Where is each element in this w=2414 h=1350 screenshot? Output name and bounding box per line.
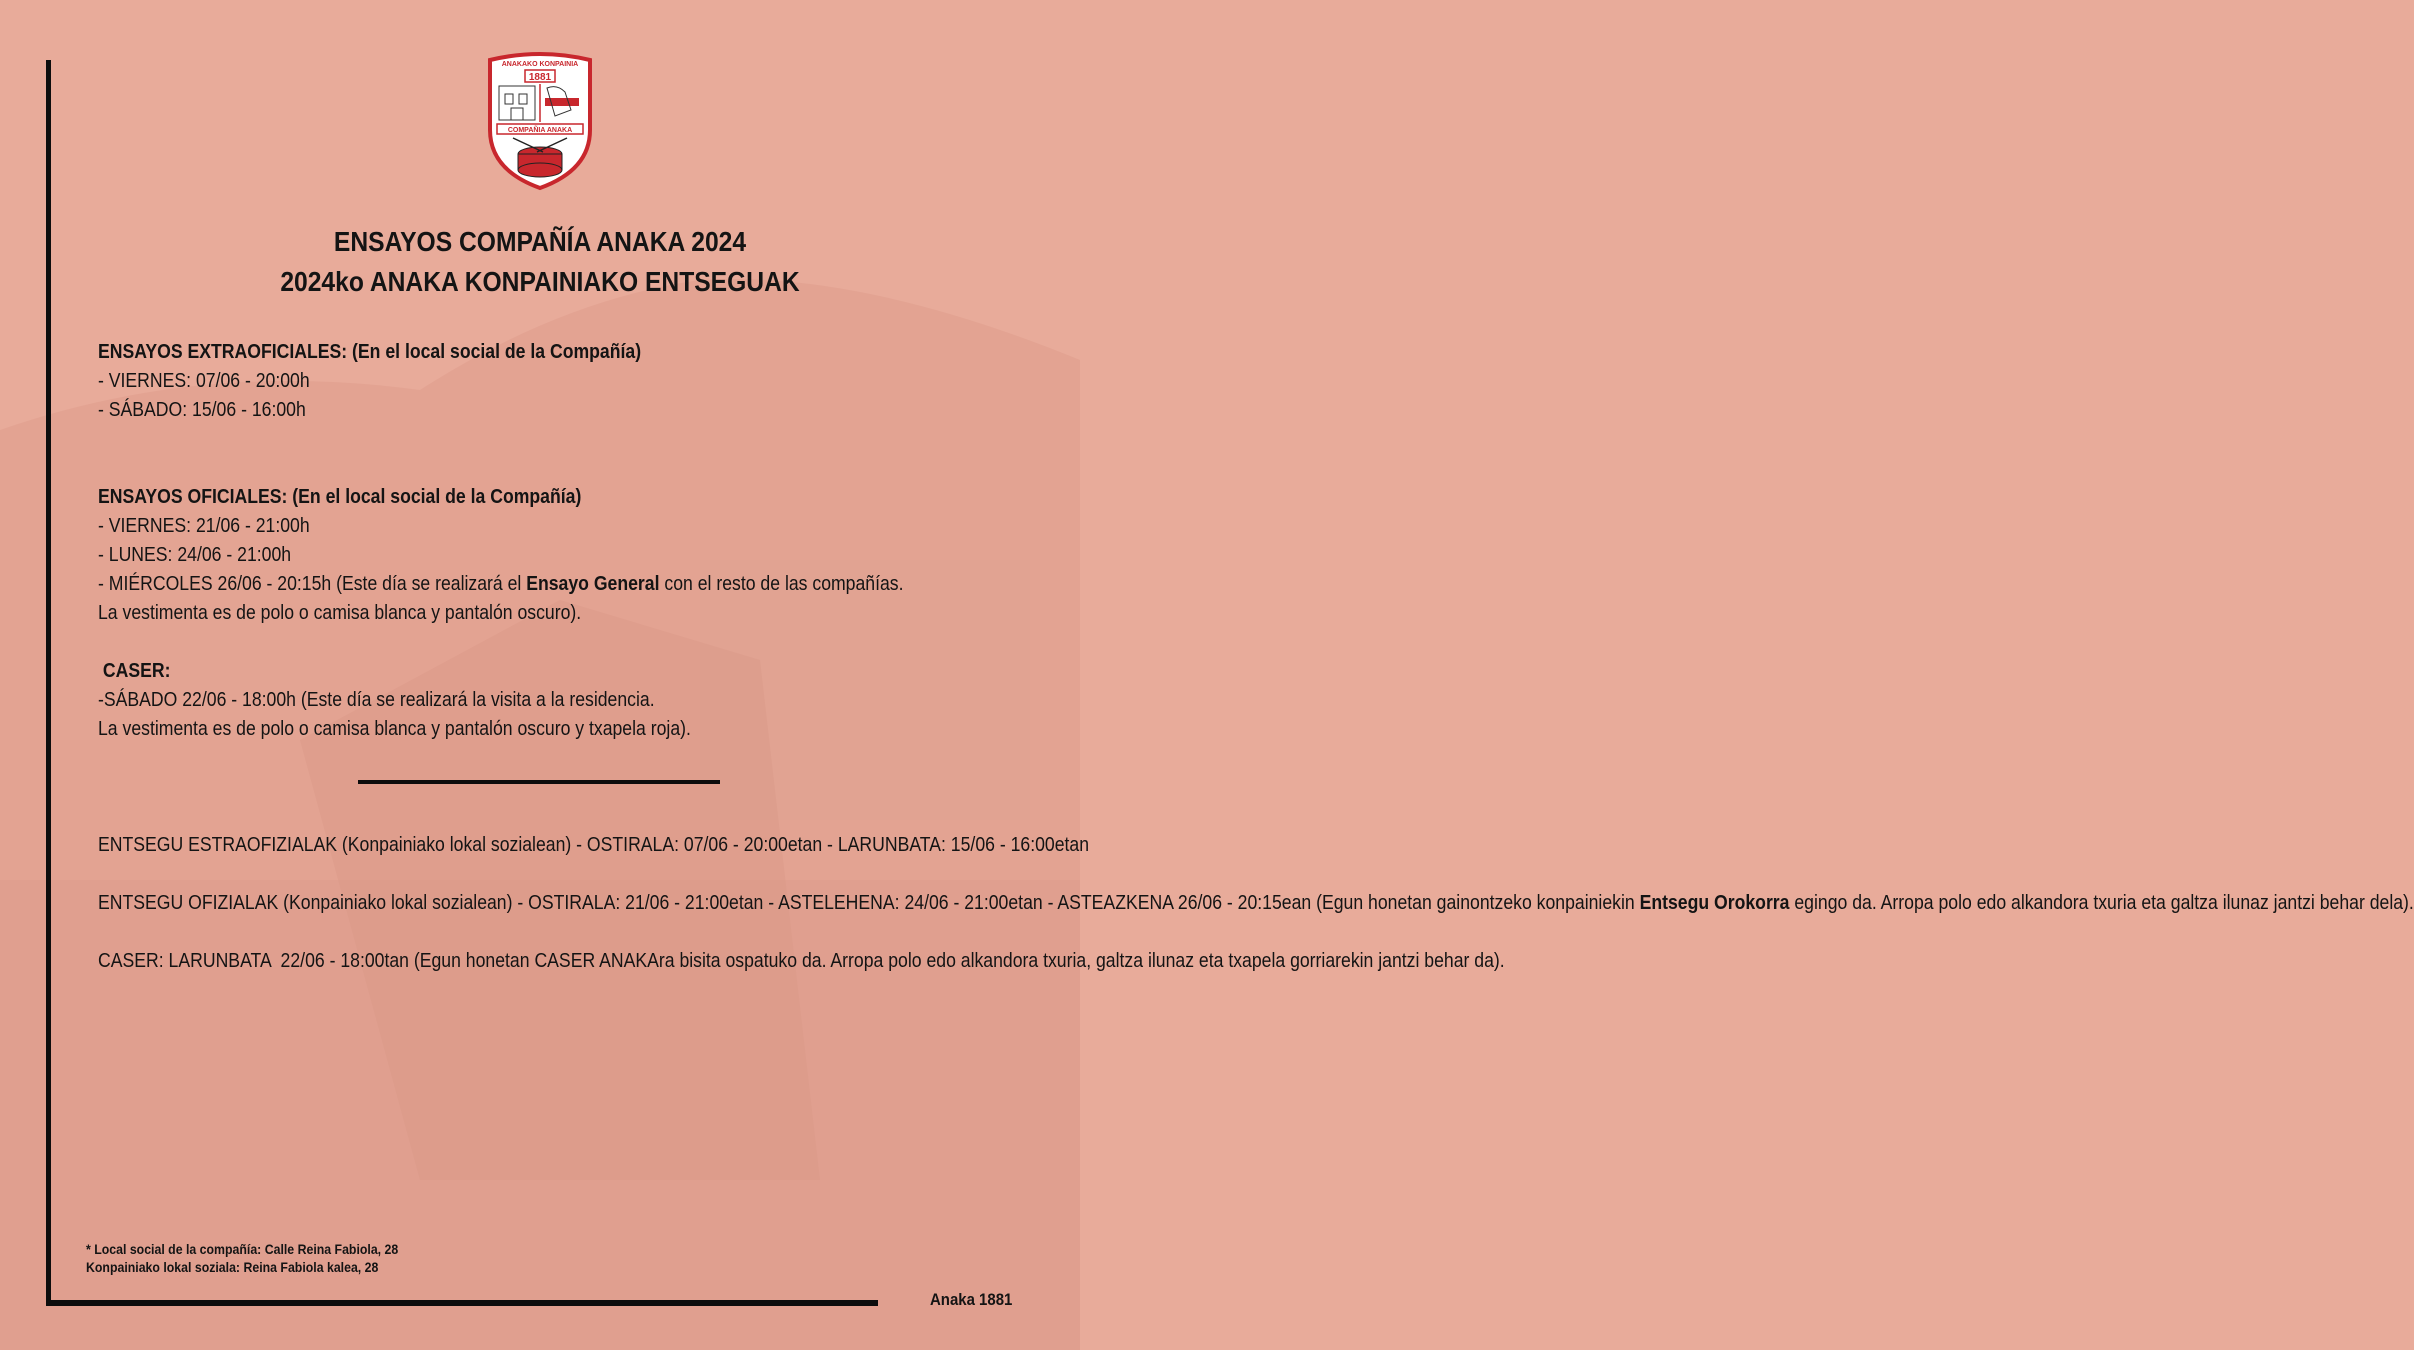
footnote-spanish: * Local social de la compañía: Calle Reina Fabiola, 28 — [86, 1241, 399, 1257]
frame-bottom-rule — [46, 1300, 878, 1306]
eu-extra-item: - OSTIRALA: 07/06 - 20:00etan — [576, 833, 823, 856]
logo-band-text: COMPAÑIA ANAKA — [507, 127, 573, 134]
company-shield-logo — [485, 50, 595, 190]
section-divider — [358, 780, 720, 784]
eu-extra-item: - LARUNBATA: 15/06 - 16:00etan — [827, 833, 1090, 856]
signature: Anaka 1881 — [930, 1290, 1013, 1309]
es-caser-line: -SÁBADO 22/06 - 18:00h (Este día se realizará la visita a la residencia. — [98, 688, 655, 711]
logo-top-text: ANAKAKO KONPAINIA — [501, 61, 579, 68]
footnote-basque: Konpainiako lokal soziala: Reina Fabiola kalea, 28 — [86, 1259, 379, 1275]
basque-schedule — [98, 830, 2414, 975]
eu-caser-heading: CASER: — [98, 949, 164, 972]
spanish-schedule — [98, 337, 904, 743]
es-ensayo-general: Ensayo General — [526, 572, 660, 595]
frame-left-rule — [46, 60, 51, 1306]
es-extra-item: - SÁBADO: 15/06 - 16:00h — [98, 398, 306, 421]
es-extra-heading: ENSAYOS EXTRAOFICIALES: (En el local social de la Compañía) — [98, 340, 642, 363]
es-oficial-heading: ENSAYOS OFICIALES: (En el local social de la Compañía) — [98, 485, 582, 508]
eu-extra-heading: ENTSEGU ESTRAOFIZIALAK (Konpainiako lokal sozialean) — [98, 833, 572, 856]
eu-caser-line: LARUNBATA 22/06 - 18:00tan (Egun honetan CASER ANAKAra bisita ospatuko da. — [168, 949, 827, 972]
logo-year: 1881 — [528, 72, 552, 83]
es-oficial-item: - LUNES: 24/06 - 21:00h — [98, 543, 292, 566]
eu-asteazkena-note: Arropa polo edo alkandora txuria eta galtza ilunaz jantzi behar dela). — [1880, 891, 2414, 914]
es-oficial-item: - VIERNES: 21/06 - 21:00h — [98, 514, 310, 537]
page-title — [65, 222, 1015, 302]
es-miercoles-note: La vestimenta es de polo o camisa blanca y pantalón oscuro). — [98, 601, 582, 624]
eu-asteazkena-line: - ASTEAZKENA 26/06 - 20:15ean (Egun honetan gainontzeko konpainiekin Entsegu Orokorra egingo da. — [1047, 891, 1877, 914]
es-caser-note: La vestimenta es de polo o camisa blanca y pantalón oscuro y txapela roja). — [98, 717, 691, 740]
eu-oficial-heading: ENTSEGU OFIZIALAK (Konpainiako lokal sozialean) — [98, 891, 513, 914]
footnote — [86, 1240, 398, 1276]
eu-entsegu-orokorra: Entsegu Orokorra — [1639, 891, 1790, 914]
eu-oficial-item: - OSTIRALA: 21/06 - 21:00etan — [517, 891, 764, 914]
es-caser-heading: CASER: — [98, 659, 171, 682]
es-extra-item: - VIERNES: 07/06 - 20:00h — [98, 369, 310, 392]
es-miercoles-line: - MIÉRCOLES 26/06 - 20:15h (Este día se realizará el Ensayo General con el resto de las compañías. — [98, 572, 904, 595]
eu-caser-note: Arropa polo edo alkandora txuria, galtza ilunaz eta txapela gorriarekin jantzi behar da). — [830, 949, 1505, 972]
title-spanish: ENSAYOS COMPAÑÍA ANAKA 2024 — [333, 226, 747, 257]
title-basque: 2024ko ANAKA KONPAINIAKO ENTSEGUAK — [280, 266, 800, 297]
eu-oficial-item: - ASTELEHENA: 24/06 - 21:00etan — [768, 891, 1043, 914]
